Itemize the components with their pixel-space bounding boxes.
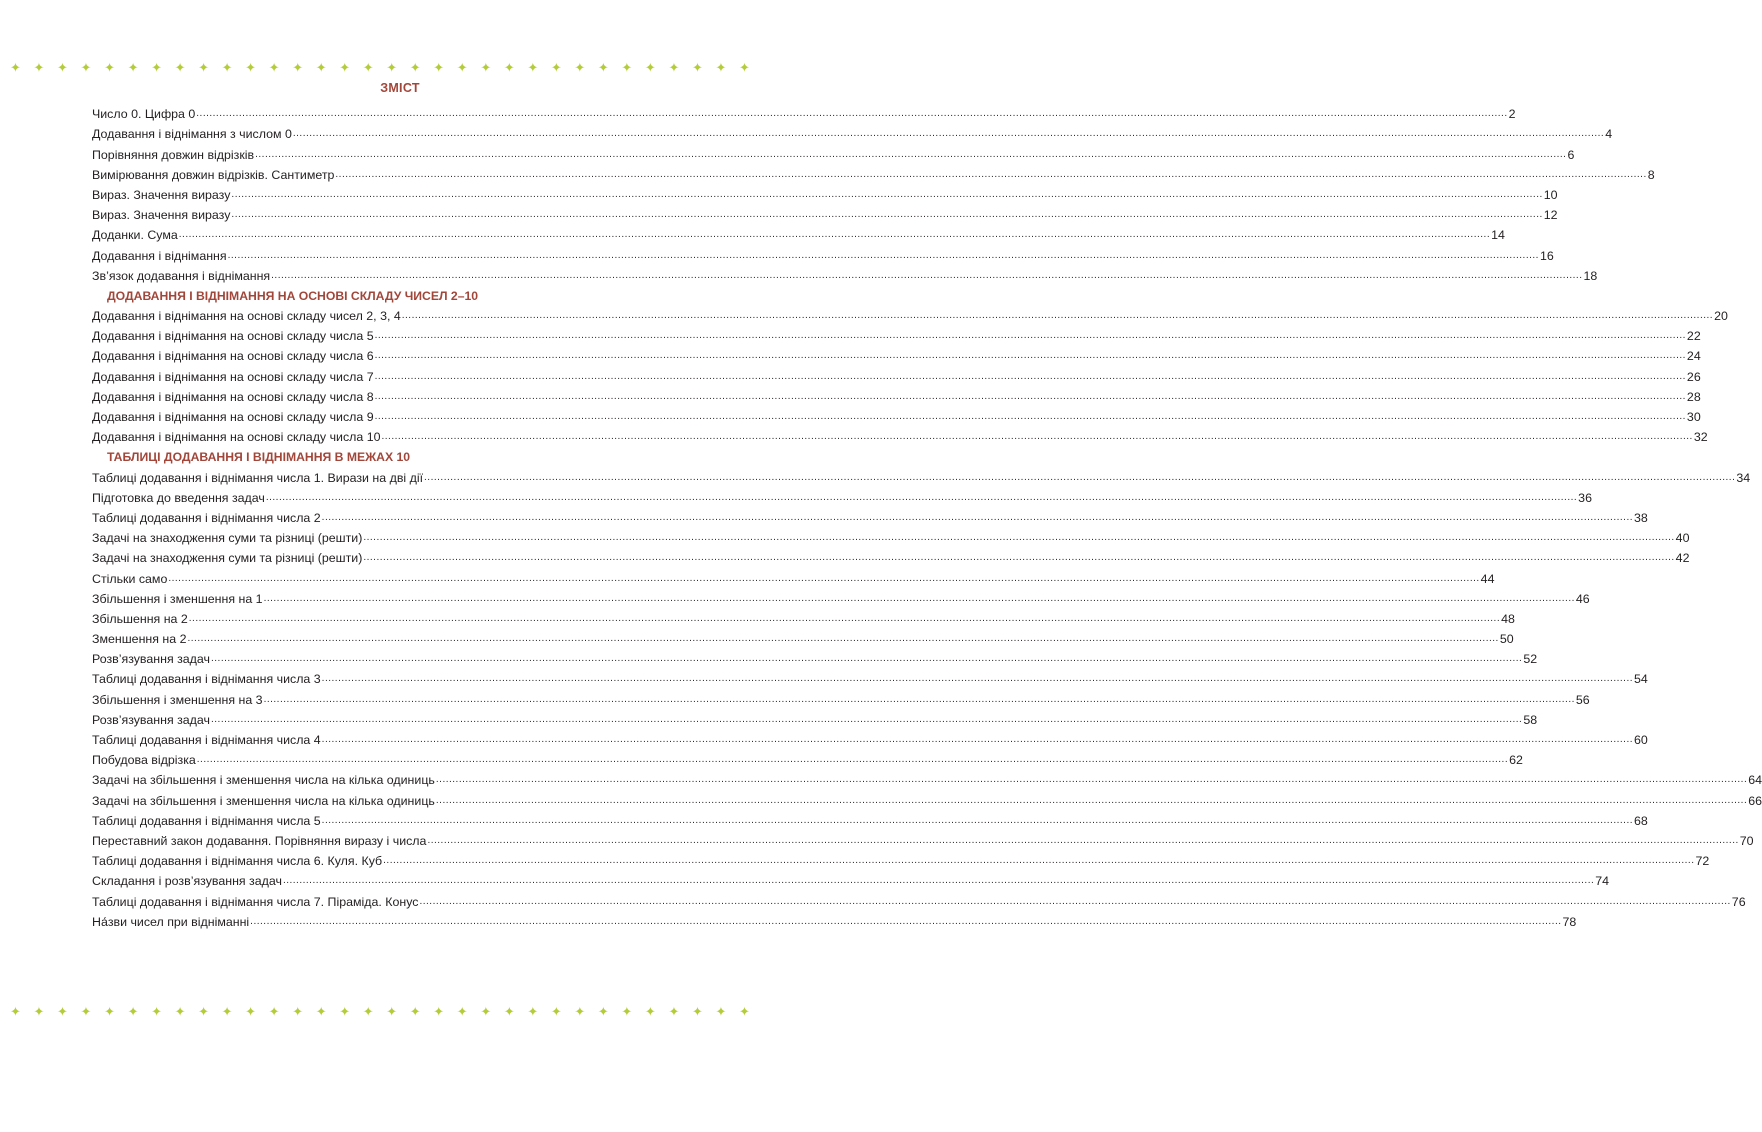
dot-leader: ................................................................................................................................................................................................................................................................................................................................................................................................................ (424, 471, 1736, 483)
star-icon: ✦ (104, 61, 115, 76)
dot-leader: ................................................................................................................................................................................................................................................................................................................................................................................................................ (292, 128, 1605, 140)
star-icon: ✦ (268, 61, 280, 76)
star-icon: ✦ (668, 1005, 680, 1020)
dot-leader: ................................................................................................................................................................................................................................................................................................................................................................................................................ (231, 188, 1543, 200)
toc-entry-label: Таблиці додавання і віднімання числа 4 (92, 733, 321, 747)
toc-entry (92, 141, 1575, 162)
toc-entry-label: Зв’язок додавання і віднімання (92, 268, 271, 283)
toc-entry-page-number: 74 (1595, 874, 1610, 889)
section-title: ДОДАВАННЯ І ВІДНІМАННЯ НА ОСНОВІ СКЛАДУ ЧИСЕЛ 2–10 (107, 288, 479, 303)
toc-entry (92, 404, 1701, 424)
toc-entry (92, 747, 1523, 768)
toc-entry (92, 505, 1648, 525)
toc-entry (92, 343, 1701, 364)
star-icon: ✦ (151, 1005, 162, 1020)
toc-entry (92, 646, 1538, 667)
dot-leader: ................................................................................................................................................................................................................................................................................................................................................................................................................ (265, 491, 1578, 503)
toc-entry-label: Розв’язування задач (92, 652, 210, 667)
dot-leader: ................................................................................................................................................................................................................................................................................................................................................................................................................ (227, 249, 1539, 261)
toc-entry-label: Вираз. Значення виразу (92, 208, 231, 223)
toc-entry-page-number: 16 (1539, 248, 1554, 263)
star-icon: ✦ (339, 61, 351, 76)
toc-entry-label: Таблиці додавання і віднімання числа 6. Куля. Куб (92, 854, 383, 869)
toc-entry-label: Зменшення на 2 (92, 632, 187, 647)
star-icon: ✦ (456, 61, 468, 76)
toc-entry (92, 464, 1751, 485)
toc-entry-label: Задачі на збільшення і зменшення числа на кілька одиниць (92, 793, 435, 808)
dot-leader: ................................................................................................................................................................................................................................................................................................................................................................................................................ (321, 511, 1633, 523)
dot-leader: ................................................................................................................................................................................................................................................................................................................................................................................................................ (263, 592, 1575, 604)
dot-leader: ................................................................................................................................................................................................................................................................................................................................................................................................................ (196, 754, 1509, 766)
toc-entry-page-number: 56 (1575, 692, 1590, 707)
toc-entry-label: Порівняння довжин відрізків (92, 147, 255, 162)
toc-entry-label: Задачі на знаходження суми та різниці (решти) (92, 551, 363, 566)
toc-entry-page-number: 54 (1634, 672, 1648, 687)
toc-entry-page-number: 14 (1491, 228, 1505, 243)
star-icon: ✦ (362, 1005, 374, 1020)
toc-entry-page-number: 12 (1543, 208, 1558, 223)
toc-entry (92, 121, 1613, 142)
dot-leader: ................................................................................................................................................................................................................................................................................................................................................................................................................ (250, 915, 1562, 927)
toc-entry (92, 182, 1558, 202)
dot-leader: ................................................................................................................................................................................................................................................................................................................................................................................................................ (435, 794, 1748, 806)
toc-entry (92, 848, 1710, 869)
toc-entry-label: Додавання і віднімання на основі складу числа 8 (92, 389, 374, 404)
toc-entry-label: Задачі на знаходження суми та різниці (решти) (92, 531, 363, 546)
toc-entry-page-number: 58 (1523, 712, 1538, 727)
dot-leader: ................................................................................................................................................................................................................................................................................................................................................................................................................ (210, 653, 1523, 665)
toc-entry-label: Доданки. Сума (92, 228, 178, 243)
star-icon: ✦ (386, 61, 398, 76)
star-icon: ✦ (292, 1005, 304, 1020)
toc-entry-label: Додавання і віднімання на основі складу числа 6 (92, 349, 374, 364)
star-icon: ✦ (127, 1005, 139, 1020)
toc-entry-label: Підготовка до введення задач (92, 490, 265, 505)
toc-entry (92, 242, 1554, 263)
star-icon: ✦ (33, 61, 45, 76)
star-icon: ✦ (198, 61, 210, 76)
star-icon: ✦ (315, 1005, 327, 1020)
toc-entry-page-number: 36 (1578, 490, 1592, 505)
toc-entry-page-number: 24 (1686, 349, 1701, 364)
star-icon: ✦ (221, 1005, 233, 1020)
toc-entry-label: Вимірювання довжин відрізків. Сантиметр (92, 167, 335, 182)
toc-entry-page-number: 10 (1543, 187, 1558, 202)
toc-entry-page-number: 70 (1739, 833, 1754, 848)
toc-entry-label: Розв’язування задач (92, 712, 210, 727)
star-icon: ✦ (644, 61, 656, 76)
toc-entry-page-number: 76 (1731, 894, 1746, 909)
toc-entry (92, 767, 1762, 788)
toc-entry-page-number: 48 (1501, 611, 1515, 626)
toc-entry (92, 545, 1690, 566)
star-icon: ✦ (174, 61, 186, 76)
star-icon: ✦ (597, 1005, 609, 1020)
toc-entry (92, 101, 1516, 122)
toc-entry-label: Додавання і віднімання на основі складу числа 10 (92, 430, 381, 445)
star-icon: ✦ (644, 1005, 656, 1020)
toc-entry-page-number: 60 (1634, 733, 1648, 747)
star-icon: ✦ (456, 1005, 468, 1020)
star-icon: ✦ (574, 61, 586, 76)
dot-leader: ................................................................................................................................................................................................................................................................................................................................................................................................................ (321, 734, 1633, 745)
star-icon: ✦ (268, 1005, 280, 1020)
dot-leader: ................................................................................................................................................................................................................................................................................................................................................................................................................ (282, 875, 1595, 887)
dot-leader: ................................................................................................................................................................................................................................................................................................................................................................................................................ (187, 633, 1499, 645)
toc-entry-page-number: 78 (1562, 914, 1577, 929)
dot-leader: ................................................................................................................................................................................................................................................................................................................................................................................................................ (363, 552, 1675, 564)
toc-entry (92, 303, 1728, 324)
dot-leader: ................................................................................................................................................................................................................................................................................................................................................................................................................ (231, 209, 1543, 221)
toc-entry-page-number: 46 (1575, 591, 1590, 606)
star-icon: ✦ (550, 61, 562, 76)
toc-entry-label: Таблиці додавання і віднімання числа 7. Піраміда. Конус (92, 894, 419, 909)
toc-entry (92, 606, 1515, 626)
toc-entry-label: Додавання і віднімання на основі складу чисел 2, 3, 4 (92, 309, 401, 324)
star-icon: ✦ (668, 61, 680, 76)
star-icon: ✦ (621, 1005, 633, 1020)
dot-leader: ................................................................................................................................................................................................................................................................................................................................................................................................................ (271, 269, 1583, 281)
toc-entry-page-number: 28 (1686, 389, 1701, 404)
star-icon: ✦ (574, 1005, 586, 1020)
toc-entry (92, 363, 1701, 384)
star-icon: ✦ (527, 1005, 539, 1020)
toc-entry (92, 525, 1690, 546)
toc-entry-label: Стільки само (92, 571, 168, 586)
dot-leader: ................................................................................................................................................................................................................................................................................................................................................................................................................ (321, 814, 1633, 826)
toc-entry-page-number: 38 (1634, 510, 1648, 525)
toc-entry-page-number: 2 (1508, 107, 1516, 122)
toc-entry-label: Таблиці додавання і віднімання числа 1. Вирази на дві дії (92, 470, 424, 485)
dot-leader: ................................................................................................................................................................................................................................................................................................................................................................................................................ (188, 612, 1501, 624)
dot-leader: ................................................................................................................................................................................................................................................................................................................................................................................................................ (381, 431, 1693, 443)
toc-entry-label: Збільшення і зменшення на 3 (92, 692, 263, 707)
star-icon: ✦ (691, 1005, 703, 1020)
dot-leader: ................................................................................................................................................................................................................................................................................................................................................................................................................ (374, 350, 1686, 362)
toc-entry (92, 263, 1598, 283)
dot-leader: ................................................................................................................................................................................................................................................................................................................................................................................................................ (363, 532, 1675, 544)
star-icon: ✦ (127, 61, 139, 76)
toc-entry (92, 384, 1701, 404)
toc-entry-page-number: 22 (1686, 329, 1701, 344)
star-icon: ✦ (339, 1005, 351, 1020)
toc-entry-page-number: 18 (1583, 268, 1598, 283)
star-icon: ✦ (245, 1005, 257, 1020)
star-icon: ✦ (527, 61, 539, 76)
toc-entry-label: Таблиці додавання і віднімання числа 3 (92, 672, 321, 687)
star-icon: ✦ (503, 1005, 515, 1020)
dot-leader: ................................................................................................................................................................................................................................................................................................................................................................................................................ (374, 330, 1686, 342)
toc-entry-page-number: 4 (1605, 127, 1613, 142)
dot-leader: ................................................................................................................................................................................................................................................................................................................................................................................................................ (335, 168, 1647, 180)
toc-entry-page-number: 6 (1567, 147, 1575, 162)
toc-section-heading (92, 283, 741, 303)
toc-entry-page-number: 40 (1675, 531, 1690, 546)
toc-entry-label: На́зви чисел при відніманні (92, 914, 250, 929)
toc-entry (92, 162, 1655, 182)
bottom-star-border (10, 1006, 750, 1020)
table-of-contents (92, 101, 1762, 929)
star-icon: ✦ (409, 1005, 421, 1020)
star-icon: ✦ (221, 61, 233, 76)
star-icon: ✦ (198, 1005, 210, 1020)
toc-entry-label: Задачі на збільшення і зменшення числа на кілька одиниць (92, 773, 435, 788)
toc-entry (92, 686, 1590, 707)
dot-leader: ................................................................................................................................................................................................................................................................................................................................................................................................................ (321, 673, 1633, 685)
toc-entry-page-number: 62 (1509, 753, 1523, 768)
star-icon: ✦ (10, 1005, 21, 1020)
toc-entry (92, 586, 1590, 606)
toc-entry-label: Збільшення на 2 (92, 611, 188, 626)
toc-entry-page-number: 68 (1634, 813, 1648, 828)
star-icon: ✦ (433, 61, 445, 76)
toc-entry-label: Побудова відрізка (92, 753, 196, 768)
toc-entry (92, 485, 1592, 505)
toc-entry-page-number: 32 (1693, 430, 1708, 445)
toc-entry-page-number: 64 (1748, 773, 1762, 788)
toc-entry-page-number: 34 (1736, 470, 1751, 485)
dot-leader: ................................................................................................................................................................................................................................................................................................................................................................................................................ (255, 148, 1567, 160)
star-icon: ✦ (80, 1005, 92, 1020)
star-icon: ✦ (292, 61, 304, 76)
toc-entry (92, 787, 1762, 808)
toc-entry-label: Переставний закон додавання. Порівняння виразу і числа (92, 833, 427, 848)
dot-leader: ................................................................................................................................................................................................................................................................................................................................................................................................................ (374, 411, 1686, 422)
toc-entry (92, 202, 1558, 223)
toc-entry (92, 222, 1505, 243)
toc-entry (92, 666, 1648, 687)
toc-entry-page-number: 20 (1714, 309, 1728, 324)
dot-leader: ................................................................................................................................................................................................................................................................................................................................................................................................................ (419, 895, 1731, 907)
star-icon: ✦ (597, 61, 609, 76)
page-title: ЗМІСТ (380, 81, 420, 95)
toc-entry-page-number: 30 (1686, 410, 1701, 424)
star-icon: ✦ (362, 61, 374, 76)
star-icon: ✦ (386, 1005, 398, 1020)
toc-entry (92, 323, 1701, 344)
toc-entry (92, 828, 1754, 848)
star-icon: ✦ (33, 1005, 45, 1020)
star-icon: ✦ (480, 61, 492, 76)
toc-entry-page-number: 44 (1480, 571, 1495, 586)
star-icon: ✦ (550, 1005, 562, 1020)
dot-leader: ................................................................................................................................................................................................................................................................................................................................................................................................................ (374, 390, 1686, 402)
dot-leader: ................................................................................................................................................................................................................................................................................................................................................................................................................ (210, 713, 1523, 725)
star-icon: ✦ (80, 61, 92, 76)
toc-entry (92, 868, 1610, 889)
toc-entry-page-number: 50 (1499, 632, 1514, 647)
dot-leader: ................................................................................................................................................................................................................................................................................................................................................................................................................ (263, 693, 1575, 705)
star-icon: ✦ (503, 61, 515, 76)
toc-entry-label: Додавання і віднімання на основі складу числа 5 (92, 329, 374, 344)
toc-entry (92, 424, 1708, 445)
dot-leader: ................................................................................................................................................................................................................................................................................................................................................................................................................ (178, 229, 1491, 241)
star-icon: ✦ (621, 61, 633, 76)
toc-entry (92, 888, 1746, 909)
star-icon: ✦ (691, 61, 703, 76)
star-icon: ✦ (57, 1005, 68, 1020)
toc-entry-page-number: 42 (1675, 551, 1690, 566)
dot-leader: ................................................................................................................................................................................................................................................................................................................................................................................................................ (401, 310, 1714, 322)
toc-entry (92, 626, 1514, 647)
toc-entry-label: Таблиці додавання і віднімання числа 5 (92, 813, 321, 828)
toc-entry-page-number: 8 (1647, 167, 1655, 182)
dot-leader: ................................................................................................................................................................................................................................................................................................................................................................................................................ (196, 108, 1508, 120)
toc-entry (92, 808, 1648, 828)
toc-entry-label: Число 0. Цифра 0 (92, 107, 196, 122)
toc-entry (92, 909, 1577, 929)
toc-entry (92, 565, 1495, 586)
dot-leader: ................................................................................................................................................................................................................................................................................................................................................................................................................ (168, 572, 1480, 584)
toc-entry-label: Додавання і віднімання на основі складу числа 7 (92, 369, 374, 384)
toc-entry-label: Вираз. Значення виразу (92, 187, 231, 202)
top-star-border (10, 62, 750, 76)
section-title: ТАБЛИЦІ ДОДАВАННЯ І ВІДНІМАННЯ В МЕЖАХ 10 (107, 450, 411, 465)
star-icon: ✦ (315, 61, 327, 76)
star-icon: ✦ (480, 1005, 492, 1020)
toc-entry-page-number: 26 (1686, 369, 1701, 384)
star-icon: ✦ (738, 1005, 750, 1020)
star-icon: ✦ (10, 61, 21, 76)
star-icon: ✦ (151, 61, 162, 76)
dot-leader: ................................................................................................................................................................................................................................................................................................................................................................................................................ (374, 370, 1686, 382)
star-icon: ✦ (715, 1005, 727, 1020)
dot-leader: ................................................................................................................................................................................................................................................................................................................................................................................................................ (383, 855, 1695, 867)
toc-entry-label: Додавання і віднімання (92, 248, 227, 263)
toc-entry-label: Складання і розв’язування задач (92, 874, 282, 889)
toc-entry (92, 727, 1648, 747)
star-icon: ✦ (409, 61, 421, 76)
toc-entry-label: Таблиці додавання і віднімання числа 2 (92, 510, 321, 525)
toc-entry-label: Додавання і віднімання на основі складу числа 9 (92, 410, 374, 424)
toc-entry-page-number: 72 (1695, 854, 1710, 869)
star-icon: ✦ (104, 1005, 115, 1020)
star-icon: ✦ (433, 1005, 445, 1020)
toc-entry (92, 707, 1538, 727)
toc-entry-label: Додавання і віднімання з числом 0 (92, 127, 292, 142)
star-icon: ✦ (57, 61, 68, 76)
toc-entry-label: Збільшення і зменшення на 1 (92, 591, 263, 606)
toc-entry-page-number: 66 (1748, 793, 1762, 808)
star-icon: ✦ (738, 61, 750, 76)
dot-leader: ................................................................................................................................................................................................................................................................................................................................................................................................................ (435, 774, 1748, 786)
dot-leader: ................................................................................................................................................................................................................................................................................................................................................................................................................ (427, 834, 1739, 846)
star-icon: ✦ (245, 61, 257, 76)
toc-entry-page-number: 52 (1523, 652, 1538, 667)
toc-section-heading (92, 444, 741, 464)
star-icon: ✦ (174, 1005, 186, 1020)
star-icon: ✦ (715, 61, 727, 76)
